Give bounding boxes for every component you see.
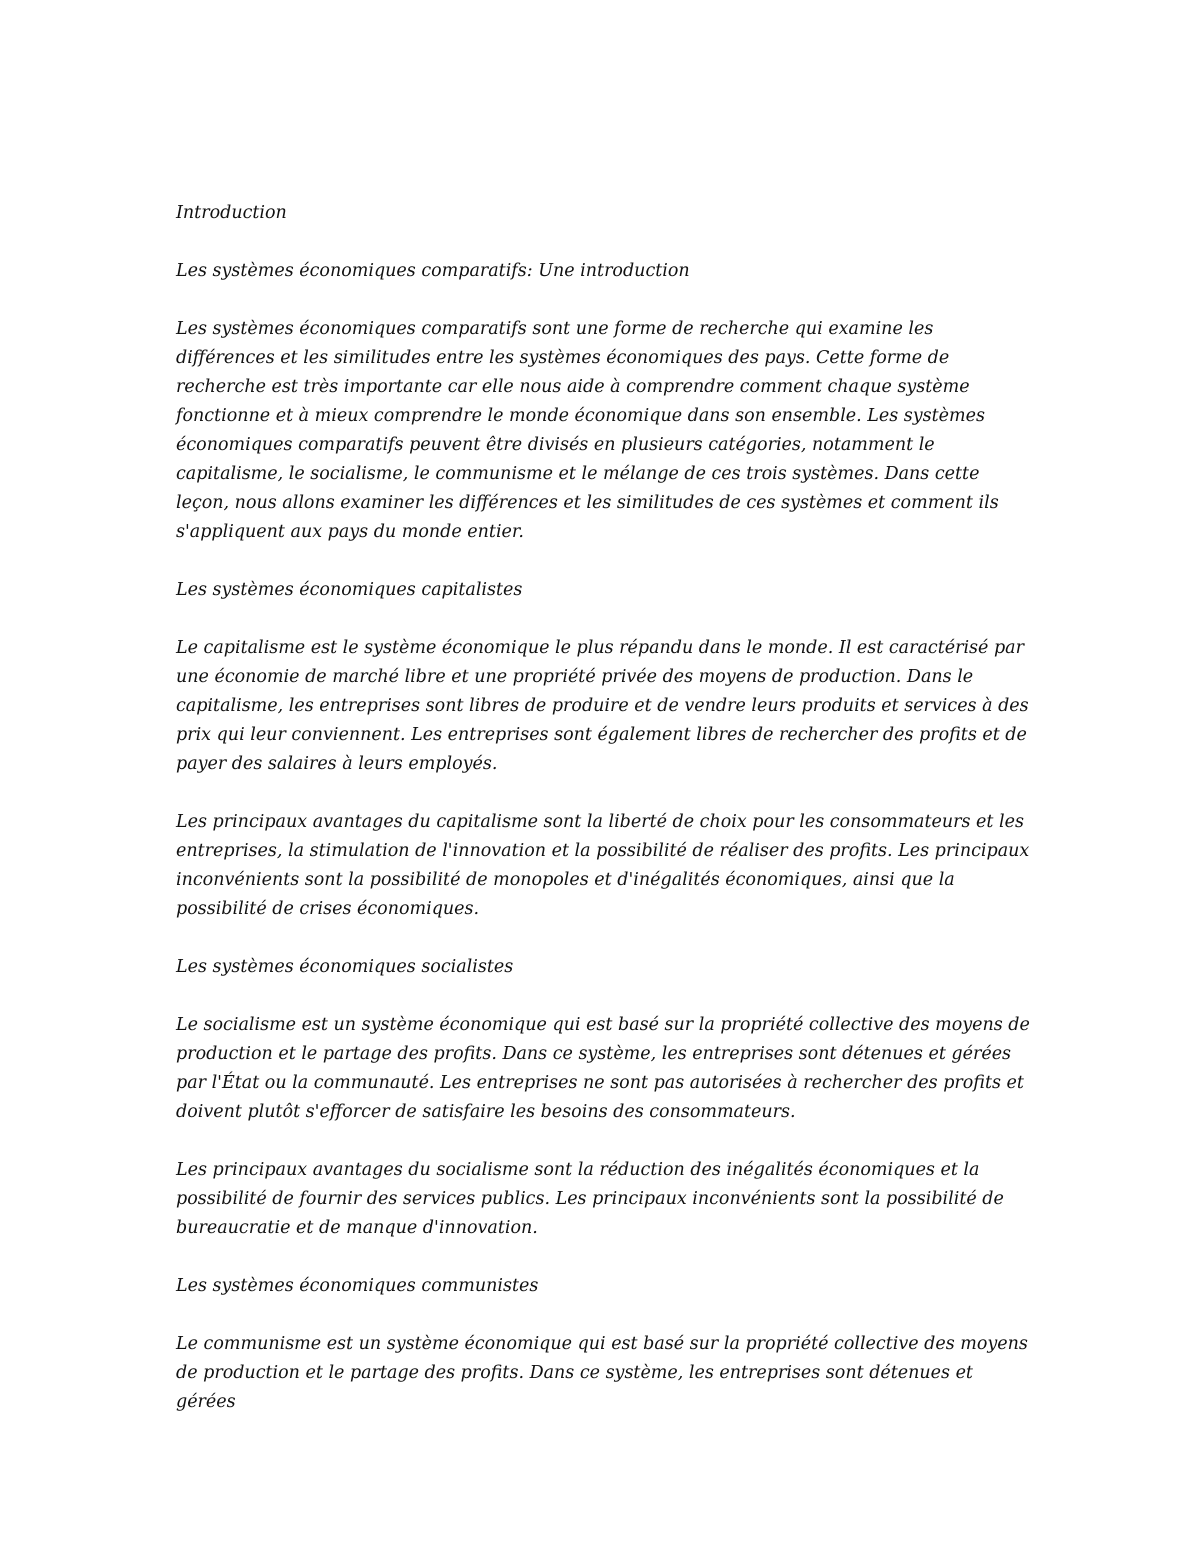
section-heading-socialism: Les systèmes économiques socialistes: [176, 957, 514, 977]
section-heading-capitalism: Les systèmes économiques capitalistes: [176, 580, 523, 600]
section-heading-intro: Les systèmes économiques comparatifs: Une introduction: [176, 261, 690, 281]
paragraph-socialism-pros-cons: Les principaux avantages du socialisme sont la réduction des inégalités économiques et la possibilité de fournir des services publics. Les principaux inconvénients sont la possibilité de bureaucratie et de manque d'innovation.: [176, 1160, 1004, 1238]
paragraph-intro: Les systèmes économiques comparatifs sont une forme de recherche qui examine les différences et les similitudes entre les systèmes économiques des pays. Cette forme de recherche est très importante car elle nous aide à comprendre comment chaque système fonctionne et à mieux comprendre le monde économique dans son ensemble. Les systèmes économiques comparatifs peuvent être divisés en plusieurs catégories, notamment le capitalisme, le socialisme, le communisme et le mélange de ces trois systèmes. Dans cette leçon, nous allons examiner les différences et les similitudes de ces systèmes et comment ils s'appliquent aux pays du monde entier.: [176, 319, 999, 542]
doc-title: Introduction: [176, 203, 287, 223]
paragraph-communism-definition: Le communisme est un système économique qui est basé sur la propriété collective des moyens de production et le partage des profits. Dans ce système, les entreprises sont détenues et gérées: [176, 1334, 1028, 1412]
section-heading-communism: Les systèmes économiques communistes: [176, 1276, 539, 1296]
paragraph-socialism-definition: Le socialisme est un système économique qui est basé sur la propriété collective des moyens de production et le partage des profits. Dans ce système, les entreprises sont détenues et gérées par l'État ou la communauté. Les entreprises ne sont pas autorisées à rechercher des profits et doivent plutôt s'efforcer de satisfaire les besoins des consommateurs.: [176, 1015, 1030, 1122]
document-body: [176, 199, 1036, 1446]
paragraph-capitalism-pros-cons: Les principaux avantages du capitalisme sont la liberté de choix pour les consommateurs et les entreprises, la stimulation de l'innovation et la possibilité de réaliser des profits. Les principaux inconvénients sont la possibilité de monopoles et d'inégalités économiques, ainsi que la possibilité de crises économiques.: [176, 812, 1030, 919]
paragraph-capitalism-definition: Le capitalisme est le système économique le plus répandu dans le monde. Il est caractérisé par une économie de marché libre et une propriété privée des moyens de production. Dans le capitalisme, les entreprises sont libres de produire et de vendre leurs produits et services à des prix qui leur conviennent. Les entreprises sont également libres de rechercher des profits et de payer des salaires à leurs employés.: [176, 638, 1029, 774]
